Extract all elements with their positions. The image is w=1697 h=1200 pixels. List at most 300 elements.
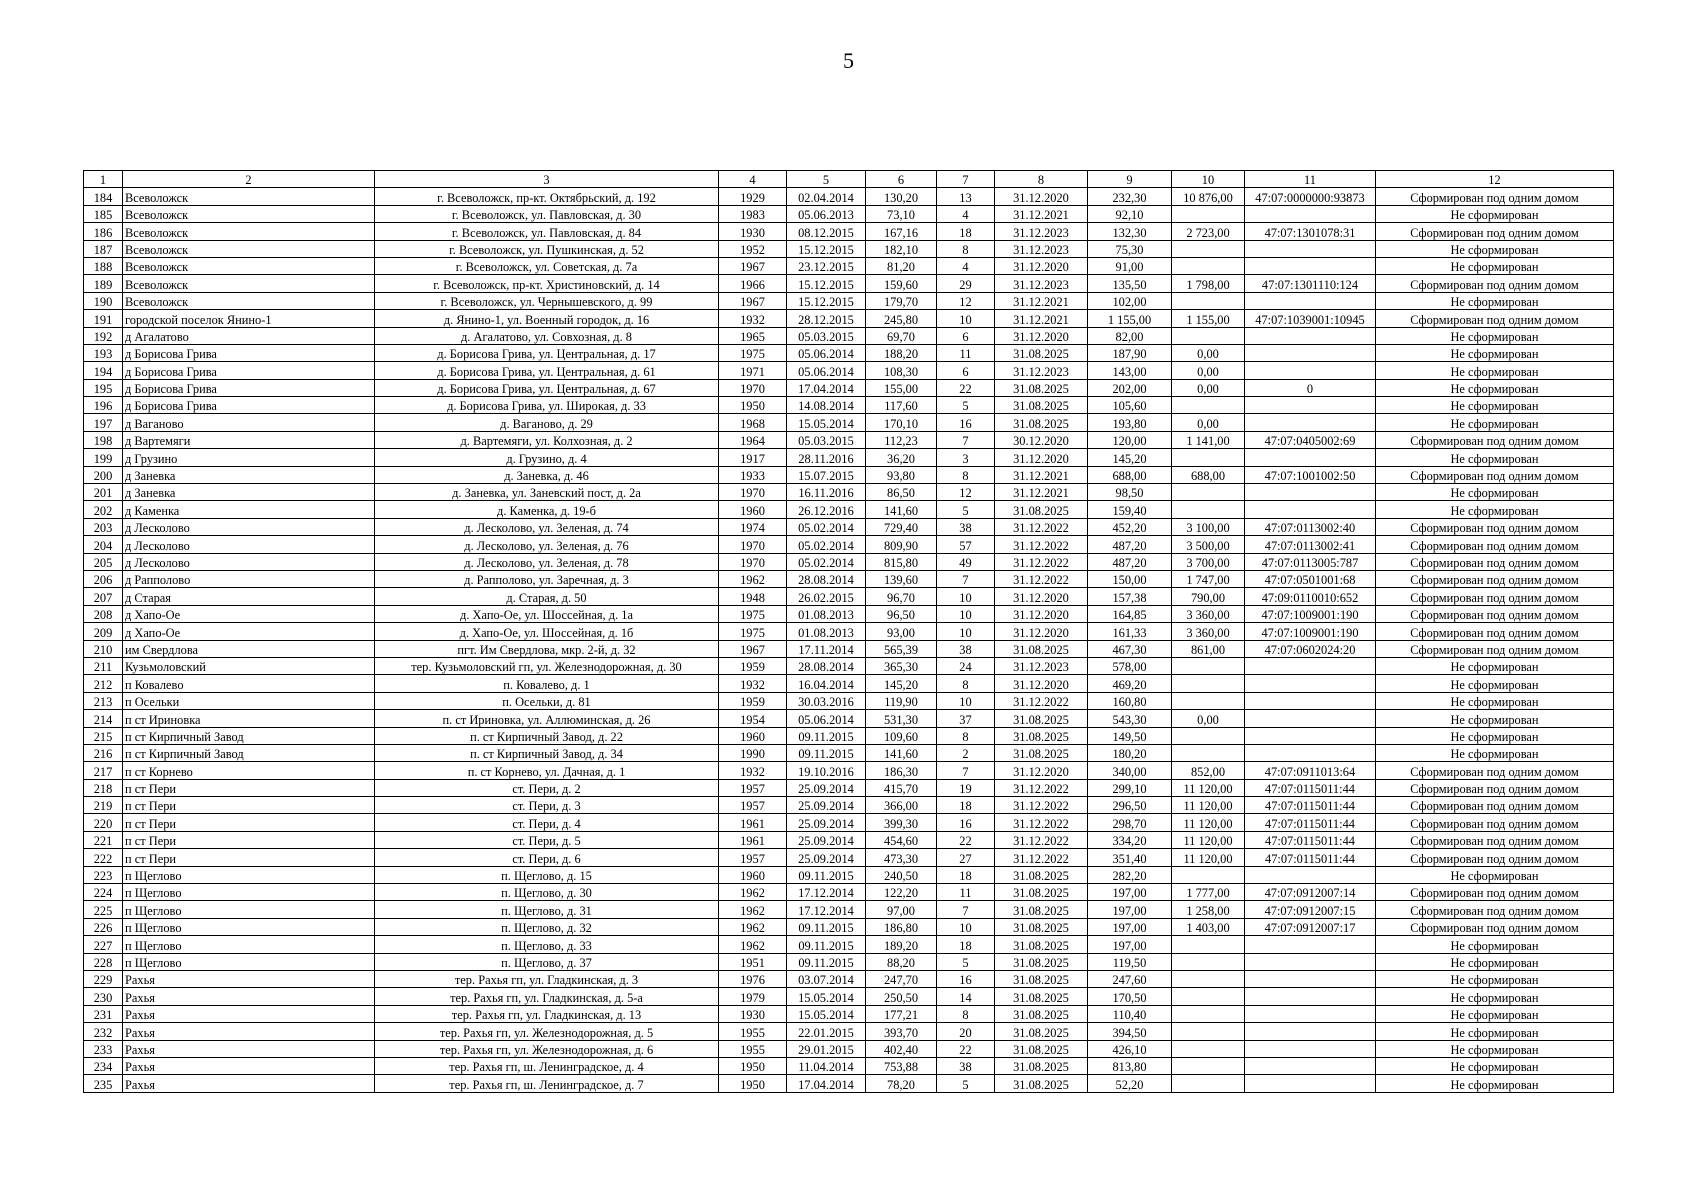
cell-cadastral-number bbox=[1245, 484, 1376, 501]
cell-area: 415,70 bbox=[866, 779, 937, 796]
cell-land-plot-area: 0,00 bbox=[1172, 344, 1245, 361]
table-row bbox=[84, 953, 1614, 970]
cell-land-area: 578,00 bbox=[1088, 657, 1172, 674]
cell-residents: 49 bbox=[937, 553, 995, 570]
cell-survey-date: 09.11.2015 bbox=[787, 866, 866, 883]
cell-address: д. Борисова Грива, ул. Центральная, д. 67 bbox=[375, 379, 719, 396]
cell-row-number: 234 bbox=[84, 1057, 123, 1074]
cell-land-area: 1 155,00 bbox=[1088, 310, 1172, 327]
cell-land-status: Сформирован под одним домом bbox=[1376, 831, 1614, 848]
cell-residents: 7 bbox=[937, 431, 995, 448]
cell-row-number: 198 bbox=[84, 431, 123, 448]
cell-cadastral-number: 47:07:1301110:124 bbox=[1245, 275, 1376, 292]
cell-address: д. Заневка, ул. Заневский пост, д. 2а bbox=[375, 484, 719, 501]
cell-cadastral-number bbox=[1245, 866, 1376, 883]
cell-land-plot-area: 11 120,00 bbox=[1172, 797, 1245, 814]
cell-address: г. Всеволожск, ул. Чернышевского, д. 99 bbox=[375, 292, 719, 309]
cell-settlement: д Борисова Грива bbox=[123, 362, 375, 379]
cell-deadline: 31.12.2021 bbox=[995, 466, 1088, 483]
cell-build-year: 1950 bbox=[719, 1075, 787, 1092]
table-row bbox=[84, 292, 1614, 309]
cell-address: тер. Рахья гп, ул. Гладкинская, д. 5-а bbox=[375, 988, 719, 1005]
cell-land-plot-area: 11 120,00 bbox=[1172, 849, 1245, 866]
cell-settlement: городской поселок Янино-1 bbox=[123, 310, 375, 327]
cell-land-area: 487,20 bbox=[1088, 553, 1172, 570]
cell-cadastral-number: 47:07:1009001:190 bbox=[1245, 605, 1376, 622]
cell-deadline: 31.12.2022 bbox=[995, 797, 1088, 814]
cell-land-area: 159,40 bbox=[1088, 501, 1172, 518]
cell-land-plot-area: 3 360,00 bbox=[1172, 605, 1245, 622]
cell-area: 179,70 bbox=[866, 292, 937, 309]
cell-survey-date: 11.04.2014 bbox=[787, 1057, 866, 1074]
cell-land-plot-area bbox=[1172, 205, 1245, 222]
cell-cadastral-number: 47:07:1301078:31 bbox=[1245, 223, 1376, 240]
cell-survey-date: 15.05.2014 bbox=[787, 988, 866, 1005]
cell-address: тер. Рахья гп, ул. Гладкинская, д. 3 bbox=[375, 970, 719, 987]
cell-deadline: 31.08.2025 bbox=[995, 1023, 1088, 1040]
cell-deadline: 31.08.2025 bbox=[995, 918, 1088, 935]
cell-residents: 18 bbox=[937, 936, 995, 953]
cell-land-area: 299,10 bbox=[1088, 779, 1172, 796]
cell-residents: 8 bbox=[937, 1005, 995, 1022]
cell-cadastral-number bbox=[1245, 727, 1376, 744]
cell-land-status: Сформирован под одним домом bbox=[1376, 797, 1614, 814]
cell-land-plot-area bbox=[1172, 675, 1245, 692]
cell-row-number: 203 bbox=[84, 518, 123, 535]
cell-settlement: п Щеглово bbox=[123, 866, 375, 883]
cell-address: п. Щеглово, д. 31 bbox=[375, 901, 719, 918]
cell-settlement: Рахья bbox=[123, 988, 375, 1005]
cell-land-plot-area: 0,00 bbox=[1172, 379, 1245, 396]
cell-deadline: 31.12.2022 bbox=[995, 692, 1088, 709]
cell-cadastral-number: 47:07:0115011:44 bbox=[1245, 779, 1376, 796]
cell-survey-date: 17.12.2014 bbox=[787, 901, 866, 918]
cell-land-status: Не сформирован bbox=[1376, 397, 1614, 414]
housing-table-container bbox=[83, 170, 1613, 1093]
table-row bbox=[84, 205, 1614, 222]
table-row bbox=[84, 188, 1614, 205]
cell-deadline: 31.08.2025 bbox=[995, 744, 1088, 761]
cell-area: 531,30 bbox=[866, 710, 937, 727]
cell-survey-date: 28.08.2014 bbox=[787, 657, 866, 674]
cell-land-area: 102,00 bbox=[1088, 292, 1172, 309]
cell-build-year: 1955 bbox=[719, 1023, 787, 1040]
cell-build-year: 1967 bbox=[719, 292, 787, 309]
cell-area: 245,80 bbox=[866, 310, 937, 327]
cell-build-year: 1948 bbox=[719, 588, 787, 605]
cell-settlement: п Осельки bbox=[123, 692, 375, 709]
cell-survey-date: 05.02.2014 bbox=[787, 553, 866, 570]
table-row bbox=[84, 414, 1614, 431]
cell-land-plot-area bbox=[1172, 657, 1245, 674]
cell-address: д. Агалатово, ул. Совхозная, д. 8 bbox=[375, 327, 719, 344]
cell-land-status: Не сформирован bbox=[1376, 484, 1614, 501]
cell-land-area: 197,00 bbox=[1088, 936, 1172, 953]
page-number: 5 bbox=[843, 48, 854, 73]
table-row bbox=[84, 344, 1614, 361]
cell-row-number: 210 bbox=[84, 640, 123, 657]
cell-address: п. ст Корнево, ул. Дачная, д. 1 bbox=[375, 762, 719, 779]
cell-build-year: 1990 bbox=[719, 744, 787, 761]
cell-settlement: п Щеглово bbox=[123, 901, 375, 918]
cell-land-status: Не сформирован bbox=[1376, 692, 1614, 709]
cell-survey-date: 05.02.2014 bbox=[787, 536, 866, 553]
cell-build-year: 1961 bbox=[719, 814, 787, 831]
cell-survey-date: 15.05.2014 bbox=[787, 414, 866, 431]
cell-survey-date: 15.12.2015 bbox=[787, 275, 866, 292]
cell-deadline: 31.08.2025 bbox=[995, 379, 1088, 396]
cell-area: 93,00 bbox=[866, 623, 937, 640]
cell-residents: 7 bbox=[937, 570, 995, 587]
cell-land-status: Не сформирован bbox=[1376, 1005, 1614, 1022]
cell-cadastral-number bbox=[1245, 257, 1376, 274]
cell-land-status: Сформирован под одним домом bbox=[1376, 640, 1614, 657]
cell-build-year: 1970 bbox=[719, 379, 787, 396]
cell-settlement: Всеволожск bbox=[123, 205, 375, 222]
cell-land-status: Сформирован под одним домом bbox=[1376, 901, 1614, 918]
cell-land-status: Не сформирован bbox=[1376, 362, 1614, 379]
cell-row-number: 221 bbox=[84, 831, 123, 848]
cell-cadastral-number: 47:07:0115011:44 bbox=[1245, 814, 1376, 831]
cell-area: 36,20 bbox=[866, 449, 937, 466]
cell-row-number: 205 bbox=[84, 553, 123, 570]
cell-land-area: 150,00 bbox=[1088, 570, 1172, 587]
cell-deadline: 31.08.2025 bbox=[995, 884, 1088, 901]
table-row bbox=[84, 1075, 1614, 1092]
cell-land-status: Сформирован под одним домом bbox=[1376, 536, 1614, 553]
table-row bbox=[84, 797, 1614, 814]
header-row bbox=[84, 171, 1614, 188]
cell-land-plot-area bbox=[1172, 257, 1245, 274]
cell-settlement: Всеволожск bbox=[123, 240, 375, 257]
cell-address: тер. Рахья гп, ш. Ленинградское, д. 7 bbox=[375, 1075, 719, 1092]
cell-area: 399,30 bbox=[866, 814, 937, 831]
cell-land-status: Сформирован под одним домом bbox=[1376, 918, 1614, 935]
cell-residents: 38 bbox=[937, 1057, 995, 1074]
cell-row-number: 202 bbox=[84, 501, 123, 518]
cell-settlement: д Заневка bbox=[123, 466, 375, 483]
cell-deadline: 31.12.2021 bbox=[995, 205, 1088, 222]
cell-row-number: 219 bbox=[84, 797, 123, 814]
header-cell-build-year: 4 bbox=[719, 171, 787, 188]
cell-settlement: д Каменка bbox=[123, 501, 375, 518]
cell-row-number: 193 bbox=[84, 344, 123, 361]
header-cell-settlement: 2 bbox=[123, 171, 375, 188]
cell-build-year: 1975 bbox=[719, 605, 787, 622]
cell-settlement: Всеволожск bbox=[123, 257, 375, 274]
cell-survey-date: 09.11.2015 bbox=[787, 727, 866, 744]
cell-land-plot-area bbox=[1172, 866, 1245, 883]
cell-settlement: д Борисова Грива bbox=[123, 344, 375, 361]
cell-land-status: Не сформирован bbox=[1376, 744, 1614, 761]
cell-cadastral-number: 47:07:0000000:93873 bbox=[1245, 188, 1376, 205]
header-cell-address: 3 bbox=[375, 171, 719, 188]
cell-residents: 10 bbox=[937, 918, 995, 935]
table-row bbox=[84, 310, 1614, 327]
cell-land-status: Не сформирован bbox=[1376, 1057, 1614, 1074]
cell-deadline: 31.12.2023 bbox=[995, 240, 1088, 257]
cell-deadline: 31.12.2022 bbox=[995, 831, 1088, 848]
cell-area: 108,30 bbox=[866, 362, 937, 379]
cell-residents: 3 bbox=[937, 449, 995, 466]
cell-row-number: 222 bbox=[84, 849, 123, 866]
cell-row-number: 220 bbox=[84, 814, 123, 831]
cell-land-status: Не сформирован bbox=[1376, 1040, 1614, 1057]
cell-residents: 16 bbox=[937, 970, 995, 987]
cell-build-year: 1967 bbox=[719, 640, 787, 657]
cell-row-number: 201 bbox=[84, 484, 123, 501]
cell-land-area: 98,50 bbox=[1088, 484, 1172, 501]
cell-land-status: Сформирован под одним домом bbox=[1376, 762, 1614, 779]
cell-address: д. Заневка, д. 46 bbox=[375, 466, 719, 483]
cell-row-number: 188 bbox=[84, 257, 123, 274]
cell-build-year: 1950 bbox=[719, 1057, 787, 1074]
cell-build-year: 1957 bbox=[719, 779, 787, 796]
cell-address: п. Щеглово, д. 15 bbox=[375, 866, 719, 883]
cell-land-area: 351,40 bbox=[1088, 849, 1172, 866]
table-row bbox=[84, 640, 1614, 657]
cell-survey-date: 19.10.2016 bbox=[787, 762, 866, 779]
cell-land-area: 688,00 bbox=[1088, 466, 1172, 483]
table-row bbox=[84, 362, 1614, 379]
cell-settlement: Рахья bbox=[123, 1040, 375, 1057]
cell-row-number: 226 bbox=[84, 918, 123, 935]
cell-land-status: Не сформирован bbox=[1376, 240, 1614, 257]
cell-residents: 22 bbox=[937, 379, 995, 396]
cell-land-status: Не сформирован bbox=[1376, 379, 1614, 396]
cell-deadline: 31.12.2022 bbox=[995, 849, 1088, 866]
cell-build-year: 1962 bbox=[719, 901, 787, 918]
cell-cadastral-number bbox=[1245, 970, 1376, 987]
cell-survey-date: 08.12.2015 bbox=[787, 223, 866, 240]
cell-land-plot-area: 11 120,00 bbox=[1172, 831, 1245, 848]
cell-area: 69,70 bbox=[866, 327, 937, 344]
cell-build-year: 1966 bbox=[719, 275, 787, 292]
cell-build-year: 1930 bbox=[719, 1005, 787, 1022]
cell-cadastral-number bbox=[1245, 1075, 1376, 1092]
cell-area: 93,80 bbox=[866, 466, 937, 483]
cell-land-plot-area: 1 798,00 bbox=[1172, 275, 1245, 292]
cell-settlement: Кузьмоловский bbox=[123, 657, 375, 674]
cell-address: д. Рапполово, ул. Заречная, д. 3 bbox=[375, 570, 719, 587]
cell-settlement: п ст Пери bbox=[123, 831, 375, 848]
cell-settlement: Всеволожск bbox=[123, 223, 375, 240]
cell-area: 366,00 bbox=[866, 797, 937, 814]
cell-land-area: 467,30 bbox=[1088, 640, 1172, 657]
cell-survey-date: 05.03.2015 bbox=[787, 327, 866, 344]
cell-deadline: 31.12.2021 bbox=[995, 310, 1088, 327]
cell-settlement: п Щеглово bbox=[123, 918, 375, 935]
cell-address: ст. Пери, д. 5 bbox=[375, 831, 719, 848]
cell-row-number: 208 bbox=[84, 605, 123, 622]
cell-cadastral-number: 47:09:0110010:652 bbox=[1245, 588, 1376, 605]
cell-land-area: 813,80 bbox=[1088, 1057, 1172, 1074]
cell-build-year: 1950 bbox=[719, 397, 787, 414]
cell-residents: 4 bbox=[937, 205, 995, 222]
cell-cadastral-number bbox=[1245, 744, 1376, 761]
cell-survey-date: 25.09.2014 bbox=[787, 779, 866, 796]
cell-settlement: п ст Ириновка bbox=[123, 710, 375, 727]
cell-land-status: Не сформирован bbox=[1376, 292, 1614, 309]
cell-area: 240,50 bbox=[866, 866, 937, 883]
cell-address: тер. Рахья гп, ул. Железнодорожная, д. 6 bbox=[375, 1040, 719, 1057]
cell-residents: 38 bbox=[937, 518, 995, 535]
cell-land-area: 187,90 bbox=[1088, 344, 1172, 361]
cell-settlement: д Лесколово bbox=[123, 553, 375, 570]
cell-land-status: Не сформирован bbox=[1376, 936, 1614, 953]
cell-deadline: 31.08.2025 bbox=[995, 710, 1088, 727]
cell-residents: 27 bbox=[937, 849, 995, 866]
cell-land-status: Сформирован под одним домом bbox=[1376, 623, 1614, 640]
cell-area: 112,23 bbox=[866, 431, 937, 448]
cell-residents: 7 bbox=[937, 762, 995, 779]
cell-survey-date: 26.12.2016 bbox=[787, 501, 866, 518]
cell-settlement: п ст Пери bbox=[123, 849, 375, 866]
cell-land-area: 334,20 bbox=[1088, 831, 1172, 848]
cell-residents: 2 bbox=[937, 744, 995, 761]
cell-address: п. Ковалево, д. 1 bbox=[375, 675, 719, 692]
cell-survey-date: 05.03.2015 bbox=[787, 431, 866, 448]
cell-cadastral-number bbox=[1245, 657, 1376, 674]
cell-land-plot-area bbox=[1172, 744, 1245, 761]
cell-cadastral-number bbox=[1245, 449, 1376, 466]
cell-land-area: 145,20 bbox=[1088, 449, 1172, 466]
table-row bbox=[84, 501, 1614, 518]
cell-land-status: Не сформирован bbox=[1376, 988, 1614, 1005]
cell-survey-date: 25.09.2014 bbox=[787, 849, 866, 866]
cell-address: д. Грузино, д. 4 bbox=[375, 449, 719, 466]
cell-land-area: 282,20 bbox=[1088, 866, 1172, 883]
cell-land-area: 543,30 bbox=[1088, 710, 1172, 727]
cell-land-area: 340,00 bbox=[1088, 762, 1172, 779]
header-cell-residents: 7 bbox=[937, 171, 995, 188]
table-row bbox=[84, 744, 1614, 761]
cell-deadline: 31.12.2020 bbox=[995, 623, 1088, 640]
table-row bbox=[84, 223, 1614, 240]
cell-land-plot-area: 3 500,00 bbox=[1172, 536, 1245, 553]
cell-row-number: 196 bbox=[84, 397, 123, 414]
cell-land-area: 52,20 bbox=[1088, 1075, 1172, 1092]
cell-area: 182,10 bbox=[866, 240, 937, 257]
cell-build-year: 1960 bbox=[719, 866, 787, 883]
cell-settlement: п ст Корнево bbox=[123, 762, 375, 779]
table-row bbox=[84, 623, 1614, 640]
cell-area: 155,00 bbox=[866, 379, 937, 396]
cell-settlement: п Щеглово bbox=[123, 936, 375, 953]
cell-cadastral-number bbox=[1245, 501, 1376, 518]
cell-survey-date: 25.09.2014 bbox=[787, 797, 866, 814]
cell-cadastral-number bbox=[1245, 1005, 1376, 1022]
cell-deadline: 31.12.2020 bbox=[995, 588, 1088, 605]
cell-build-year: 1967 bbox=[719, 257, 787, 274]
table-row bbox=[84, 814, 1614, 831]
cell-cadastral-number: 47:07:0115011:44 bbox=[1245, 831, 1376, 848]
cell-address: г. Всеволожск, ул. Советская, д. 7а bbox=[375, 257, 719, 274]
cell-land-plot-area: 852,00 bbox=[1172, 762, 1245, 779]
cell-build-year: 1952 bbox=[719, 240, 787, 257]
cell-address: тер. Рахья гп, ш. Ленинградское, д. 4 bbox=[375, 1057, 719, 1074]
cell-deadline: 31.12.2023 bbox=[995, 657, 1088, 674]
cell-deadline: 31.08.2025 bbox=[995, 1075, 1088, 1092]
cell-build-year: 1932 bbox=[719, 310, 787, 327]
cell-land-plot-area bbox=[1172, 953, 1245, 970]
cell-land-plot-area bbox=[1172, 692, 1245, 709]
cell-deadline: 31.08.2025 bbox=[995, 970, 1088, 987]
cell-land-area: 135,50 bbox=[1088, 275, 1172, 292]
cell-area: 454,60 bbox=[866, 831, 937, 848]
cell-build-year: 1961 bbox=[719, 831, 787, 848]
cell-area: 88,20 bbox=[866, 953, 937, 970]
housing-table bbox=[83, 170, 1614, 1093]
cell-residents: 13 bbox=[937, 188, 995, 205]
cell-survey-date: 05.06.2014 bbox=[787, 362, 866, 379]
cell-land-area: 232,30 bbox=[1088, 188, 1172, 205]
cell-land-status: Сформирован под одним домом bbox=[1376, 466, 1614, 483]
cell-build-year: 1965 bbox=[719, 327, 787, 344]
cell-row-number: 215 bbox=[84, 727, 123, 744]
cell-address: п. Щеглово, д. 37 bbox=[375, 953, 719, 970]
cell-residents: 14 bbox=[937, 988, 995, 1005]
table-row bbox=[84, 657, 1614, 674]
cell-row-number: 225 bbox=[84, 901, 123, 918]
cell-cadastral-number: 47:07:0113005:787 bbox=[1245, 553, 1376, 570]
cell-land-status: Не сформирован bbox=[1376, 1023, 1614, 1040]
table-row bbox=[84, 988, 1614, 1005]
cell-residents: 16 bbox=[937, 814, 995, 831]
cell-row-number: 229 bbox=[84, 970, 123, 987]
cell-survey-date: 22.01.2015 bbox=[787, 1023, 866, 1040]
cell-land-status: Сформирован под одним домом bbox=[1376, 553, 1614, 570]
cell-land-area: 157,38 bbox=[1088, 588, 1172, 605]
cell-row-number: 209 bbox=[84, 623, 123, 640]
cell-area: 109,60 bbox=[866, 727, 937, 744]
cell-area: 141,60 bbox=[866, 744, 937, 761]
cell-land-plot-area: 2 723,00 bbox=[1172, 223, 1245, 240]
cell-build-year: 1962 bbox=[719, 570, 787, 587]
cell-deadline: 31.12.2020 bbox=[995, 188, 1088, 205]
cell-settlement: д Борисова Грива bbox=[123, 379, 375, 396]
cell-land-plot-area: 11 120,00 bbox=[1172, 779, 1245, 796]
cell-land-plot-area bbox=[1172, 449, 1245, 466]
cell-land-area: 132,30 bbox=[1088, 223, 1172, 240]
cell-residents: 18 bbox=[937, 866, 995, 883]
cell-address: п. Щеглово, д. 32 bbox=[375, 918, 719, 935]
cell-area: 86,50 bbox=[866, 484, 937, 501]
cell-area: 815,80 bbox=[866, 553, 937, 570]
cell-survey-date: 01.08.2013 bbox=[787, 623, 866, 640]
cell-area: 729,40 bbox=[866, 518, 937, 535]
cell-settlement: п ст Пери bbox=[123, 779, 375, 796]
cell-build-year: 1974 bbox=[719, 518, 787, 535]
cell-settlement: д Грузино bbox=[123, 449, 375, 466]
cell-row-number: 187 bbox=[84, 240, 123, 257]
cell-survey-date: 05.06.2013 bbox=[787, 205, 866, 222]
cell-settlement: п Щеглово bbox=[123, 953, 375, 970]
cell-cadastral-number bbox=[1245, 1057, 1376, 1074]
cell-address: г. Всеволожск, ул. Пушкинская, д. 52 bbox=[375, 240, 719, 257]
cell-land-plot-area: 1 777,00 bbox=[1172, 884, 1245, 901]
cell-settlement: Рахья bbox=[123, 1005, 375, 1022]
cell-cadastral-number bbox=[1245, 1040, 1376, 1057]
cell-survey-date: 25.09.2014 bbox=[787, 814, 866, 831]
cell-row-number: 190 bbox=[84, 292, 123, 309]
cell-land-plot-area: 0,00 bbox=[1172, 710, 1245, 727]
cell-land-status: Сформирован под одним домом bbox=[1376, 223, 1614, 240]
cell-row-number: 191 bbox=[84, 310, 123, 327]
cell-settlement: Всеволожск bbox=[123, 188, 375, 205]
cell-build-year: 1957 bbox=[719, 849, 787, 866]
cell-row-number: 207 bbox=[84, 588, 123, 605]
